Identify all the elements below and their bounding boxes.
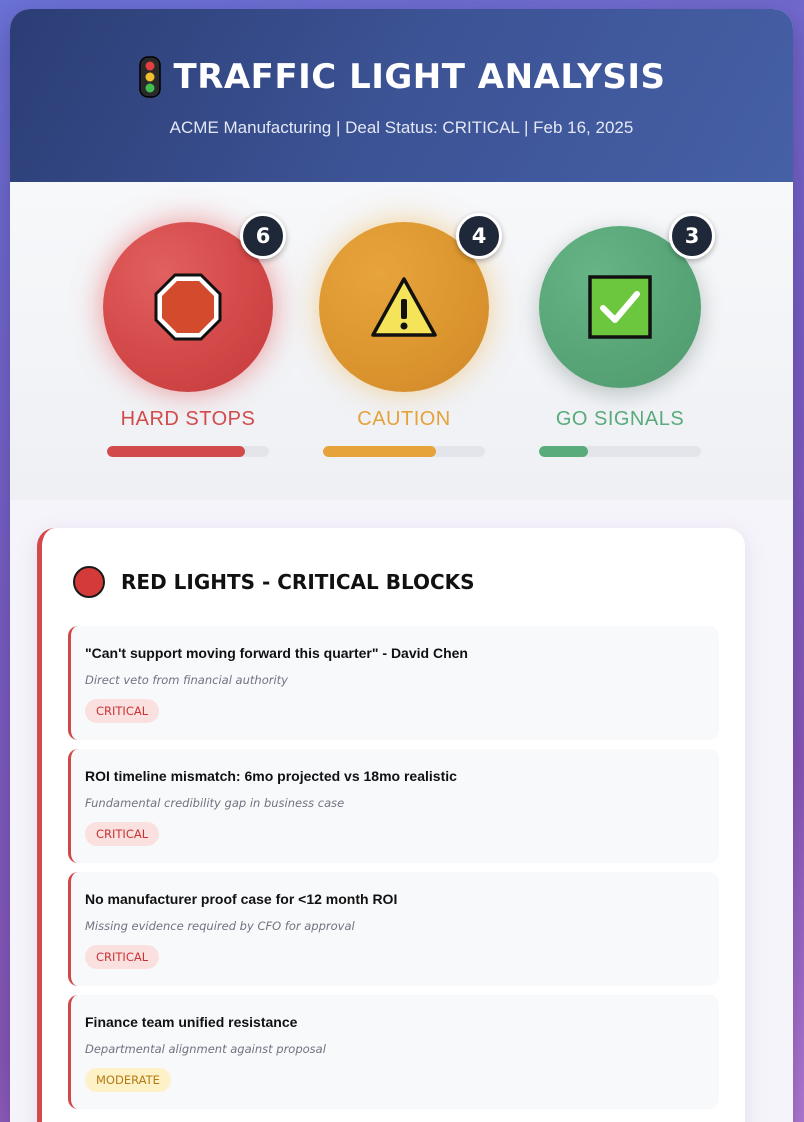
item-title: Finance team unified resistance xyxy=(85,1014,298,1030)
stop-sign-icon xyxy=(152,271,224,343)
check-box-icon xyxy=(587,274,653,340)
item-title: ROI timeline mismatch: 6mo projected vs 18mo realistic xyxy=(85,768,457,784)
item-title: "Can't support moving forward this quarter" - David Chen xyxy=(85,645,468,661)
title-row xyxy=(10,9,793,98)
hard-stops-bar xyxy=(107,446,269,457)
page-title: TRAFFIC LIGHT ANALYSIS xyxy=(173,57,666,97)
item-description: Missing evidence required by CFO for approval xyxy=(85,919,355,933)
list-item[interactable] xyxy=(68,995,719,1109)
critical-blocks-list xyxy=(42,598,745,1109)
warning-icon xyxy=(369,275,439,339)
section-title: RED LIGHTS - CRITICAL BLOCKS xyxy=(121,570,475,594)
signal-caution xyxy=(304,222,504,457)
traffic-light-icon xyxy=(138,56,162,98)
signal-go xyxy=(520,222,720,457)
go-signals-bar-fill xyxy=(539,446,588,457)
list-item[interactable] xyxy=(68,749,719,863)
signal-summary xyxy=(10,182,793,500)
caution-circle xyxy=(319,222,489,392)
severity-badge: CRITICAL xyxy=(85,822,159,846)
item-description: Departmental alignment against proposal xyxy=(85,1042,326,1056)
item-title: No manufacturer proof case for <12 month ROI xyxy=(85,891,398,907)
red-light-icon xyxy=(73,566,105,598)
go-signals-bar xyxy=(539,446,701,457)
caution-count: 4 xyxy=(456,213,502,259)
caution-bar xyxy=(323,446,485,457)
list-item[interactable] xyxy=(68,626,719,740)
red-lights-section xyxy=(37,528,745,1122)
page-subtitle: ACME Manufacturing | Deal Status: CRITICAL | Feb 16, 2025 xyxy=(169,118,634,137)
severity-badge: MODERATE xyxy=(85,1068,171,1092)
item-description: Direct veto from financial authority xyxy=(85,673,288,687)
go-signals-circle xyxy=(539,226,701,388)
severity-badge: CRITICAL xyxy=(85,945,159,969)
header xyxy=(10,9,793,182)
hard-stops-label: HARD STOPS xyxy=(120,408,256,430)
section-header xyxy=(42,528,745,598)
severity-badge: CRITICAL xyxy=(85,699,159,723)
hard-stops-circle xyxy=(103,222,273,392)
hard-stops-bar-fill xyxy=(107,446,245,457)
caution-label: CAUTION xyxy=(357,408,451,430)
signal-hard-stops xyxy=(88,222,288,457)
go-signals-count: 3 xyxy=(669,213,715,259)
list-item[interactable] xyxy=(68,872,719,986)
caution-bar-fill xyxy=(323,446,436,457)
go-signals-label: GO SIGNALS xyxy=(555,408,685,430)
item-description: Fundamental credibility gap in business case xyxy=(85,796,345,810)
hard-stops-count: 6 xyxy=(240,213,286,259)
